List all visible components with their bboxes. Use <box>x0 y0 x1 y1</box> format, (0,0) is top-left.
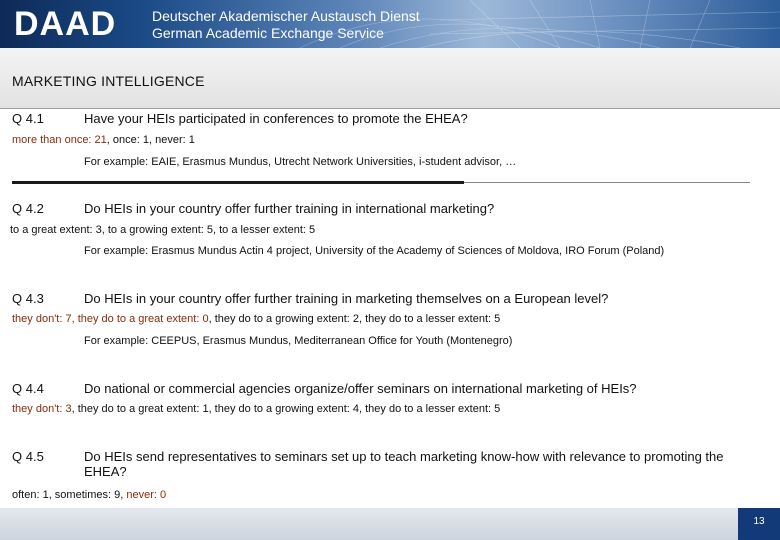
organization-name-en: German Academic Exchange Service <box>152 25 384 41</box>
answer-highlight: they don't: 7, they do to a great extent: 0 <box>12 313 209 325</box>
answer-summary <box>12 489 166 501</box>
answer-summary <box>10 224 315 236</box>
answer-rest: to a great extent: 3, to a growing extent: 5, to a lesser extent: 5 <box>10 224 316 236</box>
answer-rest: , once: 1, never: 1 <box>106 134 195 146</box>
question-text: Do HEIs send representatives to seminars set up to teach marketing know-how with relevance to promoting the EHEA? <box>84 449 724 479</box>
question-id: Q 4.1 <box>12 111 44 126</box>
question-text: Do national or commercial agencies organize/offer seminars on international marketing of HEIs? <box>84 381 637 396</box>
question-id: Q 4.3 <box>12 291 44 306</box>
answer-rest: , they do to a growing extent: 2, they do to a lesser extent: 5 <box>208 313 501 325</box>
question-text: Do HEIs in your country offer further training in international marketing? <box>84 201 495 216</box>
header-banner <box>0 0 780 48</box>
divider-accent <box>12 181 464 184</box>
answer-summary <box>12 403 500 415</box>
question-id: Q 4.4 <box>12 381 44 396</box>
question-text: Have your HEIs participated in conferences to promote the EHEA? <box>84 111 468 126</box>
question-id: Q 4.5 <box>12 449 44 464</box>
answer-highlight: they don't: 3 <box>12 403 72 415</box>
page-number: 13 <box>753 516 765 527</box>
organization-name-de: Deutscher Akademischer Austausch Dienst <box>152 8 420 24</box>
footer-bar <box>0 508 780 540</box>
section-title: MARKETING INTELLIGENCE <box>12 73 205 89</box>
example-text: For example: EAIE, Erasmus Mundus, Utrecht Network Universities, i-student advisor, … <box>84 156 517 168</box>
question-text: Do HEIs in your country offer further training in marketing themselves on a European level? <box>84 291 609 306</box>
daad-logo: DAAD <box>14 5 117 43</box>
answer-summary <box>12 134 195 146</box>
answer-rest: , they do to a great extent: 1, they do to a growing extent: 4, they do to a lesser extent: 5 <box>71 403 501 415</box>
page-number-box <box>738 508 780 540</box>
answer-rest: often: 1, sometimes: 9, <box>12 489 127 501</box>
example-text: For example: CEEPUS, Erasmus Mundus, Mediterranean Office for Youth (Montenegro) <box>84 335 513 347</box>
answer-highlight: more than once: 21 <box>12 134 107 146</box>
question-id: Q 4.2 <box>12 201 44 216</box>
answer-highlight: never: 0 <box>126 489 167 501</box>
example-text: For example: Erasmus Mundus Actin 4 project, University of the Academy of Sciences of Moldova, IRO Forum (Poland) <box>84 245 665 257</box>
organization-name <box>152 8 420 42</box>
answer-summary <box>12 313 500 325</box>
